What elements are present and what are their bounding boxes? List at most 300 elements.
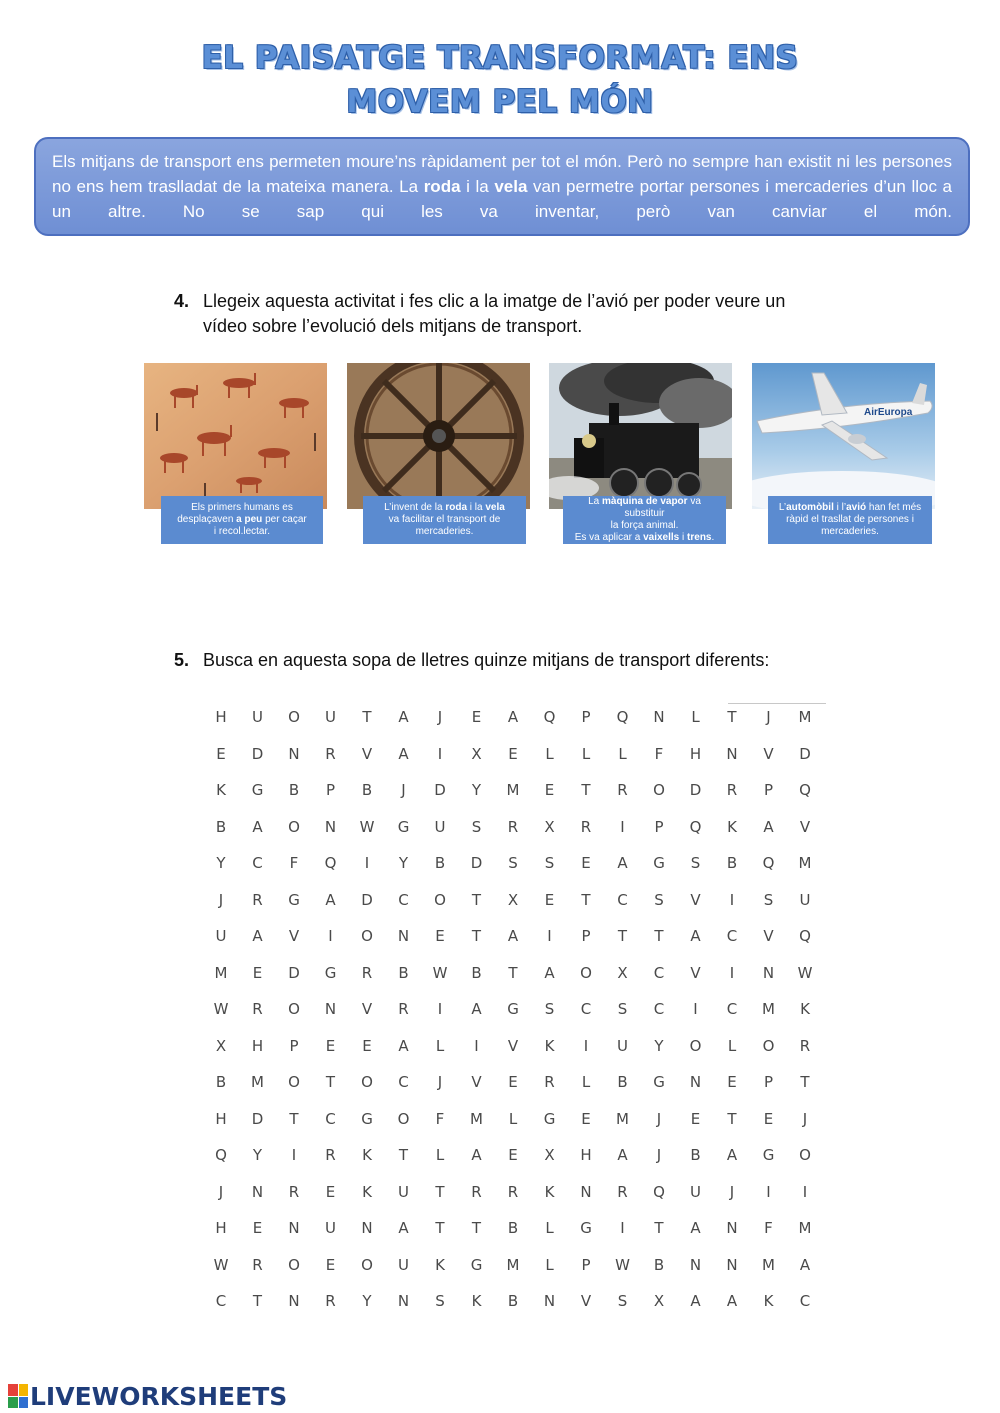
word-search-letter[interactable]: K (216, 781, 226, 799)
word-search-letter[interactable]: U (398, 1255, 409, 1274)
word-search-letter[interactable]: C (799, 1292, 811, 1310)
word-search-letter[interactable]: X (471, 744, 482, 763)
word-search-letter[interactable]: C (726, 1000, 738, 1018)
word-search-letter[interactable]: M (798, 854, 812, 872)
word-search-letter[interactable]: R (252, 890, 263, 909)
word-search-letter[interactable]: O (799, 1146, 811, 1164)
word-search-letter[interactable]: A (507, 708, 519, 726)
word-search-letter[interactable]: S (435, 1292, 445, 1310)
word-search-letter[interactable]: K (800, 1000, 810, 1018)
word-search-letter[interactable]: V (690, 890, 701, 909)
word-search-letter[interactable]: Q (215, 1146, 227, 1164)
word-search-letter[interactable]: N (689, 1073, 702, 1091)
word-search-letter[interactable]: V (763, 744, 774, 763)
word-search-letter[interactable]: T (581, 781, 591, 799)
word-search-letter[interactable]: O (434, 890, 446, 909)
word-search-letter[interactable]: R (471, 1182, 482, 1201)
word-search-letter[interactable]: L (435, 1036, 445, 1055)
word-search-letter[interactable]: K (763, 1292, 774, 1310)
word-search-letter[interactable]: V (799, 817, 811, 836)
word-search-letter[interactable]: I (620, 817, 625, 836)
word-search-letter[interactable]: M (251, 1073, 264, 1091)
word-search-letter[interactable]: C (653, 1000, 665, 1018)
word-search-letter[interactable]: S (617, 1292, 628, 1310)
word-search-letter[interactable]: I (802, 1182, 808, 1201)
word-search-letter[interactable]: V (580, 1292, 592, 1310)
word-search-letter[interactable]: E (581, 854, 591, 872)
airplane-image[interactable] (752, 363, 935, 509)
word-search-letter[interactable]: B (690, 1146, 701, 1164)
word-search-letter[interactable]: S (654, 890, 664, 909)
word-search-letter[interactable]: T (471, 1219, 482, 1237)
word-search-letter[interactable]: O (288, 817, 300, 836)
word-search-letter[interactable]: C (325, 1109, 336, 1128)
word-search-letter[interactable]: Q (799, 781, 811, 799)
word-search-letter[interactable]: C (580, 1000, 592, 1018)
word-search-letter[interactable]: L (581, 1073, 591, 1091)
word-search-letter[interactable]: I (328, 927, 333, 945)
word-search-letter[interactable]: M (762, 1255, 775, 1274)
word-search-letter[interactable]: Y (216, 854, 226, 872)
word-search-letter[interactable]: S (544, 854, 555, 872)
word-search-letter[interactable]: V (471, 1073, 482, 1091)
word-search-letter[interactable]: R (325, 744, 336, 763)
word-search-letter[interactable]: C (215, 1292, 227, 1310)
word-search-letter[interactable]: I (766, 1182, 771, 1201)
word-search-letter[interactable]: U (215, 927, 227, 945)
word-search-letter[interactable]: J (218, 1182, 224, 1201)
word-search-letter[interactable]: B (398, 963, 409, 982)
word-search-letter[interactable]: D (288, 963, 300, 982)
word-search-letter[interactable]: B (215, 817, 227, 836)
word-search-letter[interactable]: C (398, 1073, 409, 1091)
word-search-letter[interactable]: A (398, 708, 409, 726)
word-search-letter[interactable]: C (252, 854, 263, 872)
word-search-letter[interactable]: R (325, 1292, 336, 1310)
word-search-letter[interactable]: T (252, 1292, 263, 1310)
word-search-letter[interactable]: J (766, 708, 771, 726)
word-search-letter[interactable]: T (727, 708, 737, 726)
word-search-letter[interactable]: G (470, 1255, 483, 1274)
word-search-letter[interactable]: E (216, 744, 226, 763)
word-search-letter[interactable]: X (544, 817, 555, 836)
word-search-row (203, 1065, 823, 1101)
word-search-letter[interactable]: T (654, 1219, 664, 1237)
word-search-letter[interactable]: B (507, 1219, 519, 1237)
question-4-text (203, 289, 785, 339)
word-search-letter[interactable]: I (291, 1146, 297, 1164)
word-search-letter[interactable]: K (362, 1182, 372, 1201)
word-search-letter[interactable]: N (288, 1292, 300, 1310)
word-search-letter[interactable]: I (547, 927, 552, 945)
word-search-letter[interactable]: H (215, 1219, 227, 1237)
word-search-letter[interactable]: M (798, 708, 812, 726)
word-search-letter[interactable]: O (361, 1255, 373, 1274)
word-search-letter[interactable]: B (471, 963, 482, 982)
word-search-letter[interactable]: E (544, 781, 555, 799)
word-search-letter[interactable]: E (325, 1182, 336, 1201)
word-search-letter[interactable]: Q (689, 817, 702, 836)
word-search-letter[interactable]: T (800, 1073, 810, 1091)
word-search-letter[interactable]: X (507, 890, 519, 909)
train-caption-bold: màquina de vapor (601, 496, 688, 507)
word-search-letter[interactable]: R (252, 1255, 263, 1274)
word-search-letter[interactable]: P (763, 1073, 774, 1091)
word-search-letter[interactable]: B (434, 854, 446, 872)
word-search-letter[interactable]: T (435, 1182, 445, 1201)
word-search-letter[interactable]: U (398, 1182, 409, 1201)
word-search-letter[interactable]: O (762, 1036, 775, 1055)
word-search-letter[interactable]: L (691, 708, 700, 726)
word-search-letter[interactable]: R (617, 1182, 628, 1201)
word-search-letter[interactable]: D (689, 781, 702, 799)
word-search-letter[interactable]: G (397, 817, 410, 836)
word-search-letter[interactable]: Y (654, 1036, 664, 1055)
word-search-letter[interactable]: R (398, 1000, 409, 1018)
word-search-letter[interactable]: W (615, 1255, 630, 1274)
word-search-letter[interactable]: A (617, 1146, 628, 1164)
word-search-letter[interactable]: A (398, 1036, 409, 1055)
word-search-letter[interactable]: V (763, 927, 774, 945)
word-search-letter[interactable]: A (726, 1146, 738, 1164)
word-search-letter[interactable]: T (727, 1109, 737, 1128)
word-search-letter[interactable]: I (729, 963, 735, 982)
word-search-letter[interactable]: N (397, 927, 410, 945)
word-search-letter[interactable]: L (508, 1109, 518, 1128)
word-search-letter[interactable]: B (617, 1073, 628, 1091)
word-search-letter[interactable]: D (799, 744, 811, 763)
word-search-letter[interactable]: A (471, 1000, 482, 1018)
word-search-letter[interactable]: C (398, 890, 409, 909)
word-search-letter[interactable]: L (545, 1255, 554, 1274)
word-search-letter[interactable]: N (361, 1219, 373, 1237)
word-search-letter[interactable]: S (690, 854, 701, 872)
word-search-letter[interactable]: X (544, 1146, 555, 1164)
word-search-letter[interactable]: N (726, 1219, 738, 1237)
word-search-letter[interactable]: Q (653, 1182, 665, 1201)
word-search-letter[interactable]: J (729, 1182, 735, 1201)
word-search-letter[interactable]: P (581, 708, 591, 726)
word-search-letter[interactable]: S (544, 1000, 555, 1018)
word-search-letter[interactable]: I (437, 1000, 443, 1018)
word-search-letter[interactable]: O (361, 1073, 373, 1091)
word-search-letter[interactable]: E (508, 1073, 518, 1091)
word-search-letter[interactable]: G (288, 890, 300, 909)
word-search-letter[interactable]: G (762, 1146, 775, 1164)
word-search-letter[interactable]: O (361, 927, 373, 945)
word-search-letter[interactable]: P (325, 781, 336, 799)
word-search-letter[interactable]: R (288, 1182, 300, 1201)
word-search-letter[interactable]: R (361, 963, 373, 982)
word-search-letter[interactable]: K (544, 1182, 555, 1201)
title-line-1: EL PAISATGE TRANSFORMAT: ENS (201, 40, 799, 76)
word-search-letter[interactable]: N (324, 1000, 337, 1018)
word-search-letter[interactable]: D (251, 744, 264, 763)
word-search-letter[interactable]: F (289, 854, 299, 872)
word-search-letter[interactable]: G (324, 963, 337, 982)
word-search-letter[interactable]: W (359, 817, 375, 836)
word-search-letter[interactable]: K (362, 1146, 372, 1164)
word-search-letter[interactable]: I (693, 1000, 698, 1018)
word-search-letter[interactable]: R (507, 817, 519, 836)
word-search-letter[interactable]: T (435, 1219, 445, 1237)
word-search-letter[interactable]: C (617, 890, 628, 909)
word-search-letter[interactable]: V (361, 1000, 373, 1018)
word-search-letter[interactable]: A (617, 854, 628, 872)
word-search-letter[interactable]: T (471, 890, 482, 909)
plane-caption-text-c: i l’ (833, 502, 847, 513)
word-search-letter[interactable]: X (653, 1292, 665, 1310)
intro-text-1: Els mitjans de transport ens permeten moure’ns ràpidament per tot el món. Però no sempre han existit ni les persones no ens hem traslladat de la mateixa manera. La (52, 152, 952, 196)
word-search-letter[interactable]: A (726, 1292, 738, 1310)
word-search-letter[interactable]: G (580, 1219, 592, 1237)
word-search-letter[interactable]: J (656, 1109, 662, 1128)
word-search-letter[interactable]: U (325, 1219, 336, 1237)
word-search-letter[interactable]: P (763, 781, 774, 799)
word-search-letter[interactable]: A (763, 817, 774, 836)
word-search-letter[interactable]: U (617, 1036, 628, 1055)
word-search-letter[interactable]: U (690, 1182, 701, 1201)
word-search-letter[interactable]: R (580, 817, 592, 836)
question-4-number: 4. (174, 291, 190, 311)
word-search-letter[interactable]: V (507, 1036, 519, 1055)
word-search-letter[interactable]: I (364, 854, 370, 872)
word-search-letter[interactable]: A (507, 927, 519, 945)
word-search-letter[interactable]: Q (762, 854, 775, 872)
word-search-letter[interactable]: M (798, 1219, 812, 1237)
word-search-letter[interactable]: P (581, 1255, 591, 1274)
word-search-letter[interactable]: I (729, 890, 735, 909)
word-search-letter[interactable]: R (617, 781, 628, 799)
word-search-letter[interactable]: K (544, 1036, 555, 1055)
word-search-letter[interactable]: O (288, 708, 300, 726)
word-search-letter[interactable]: E (508, 744, 518, 763)
word-search-letter[interactable]: Y (362, 1292, 372, 1310)
word-search-letter[interactable]: G (361, 1109, 373, 1128)
word-search-letter[interactable]: K (727, 817, 737, 836)
word-search-letter[interactable]: N (288, 744, 300, 763)
word-search-letter[interactable]: T (581, 890, 591, 909)
word-search-letter[interactable]: B (215, 1073, 227, 1091)
word-search-letter[interactable]: N (251, 1182, 264, 1201)
word-search-letter[interactable]: M (470, 1109, 483, 1128)
word-search-letter[interactable]: J (437, 708, 443, 726)
word-search-letter[interactable]: W (797, 963, 813, 982)
word-search-letter[interactable]: C (653, 963, 665, 982)
word-search-letter[interactable]: G (507, 1000, 519, 1018)
word-search-letter[interactable]: E (581, 1109, 591, 1128)
word-search-letter[interactable]: W (213, 1255, 229, 1274)
word-search-letter[interactable]: I (583, 1036, 589, 1055)
word-search-letter[interactable]: N (288, 1219, 300, 1237)
word-search-letter[interactable]: P (654, 817, 664, 836)
word-search-letter[interactable]: O (288, 1255, 300, 1274)
word-search-letter[interactable]: U (325, 708, 336, 726)
word-search-letter[interactable]: V (361, 744, 373, 763)
word-search-letter[interactable]: W (432, 963, 448, 982)
word-search-letter[interactable]: O (580, 963, 592, 982)
word-search-letter[interactable]: T (362, 708, 372, 726)
word-search-letter[interactable]: R (726, 781, 738, 799)
word-search-letter[interactable]: X (617, 963, 628, 982)
word-search-letter[interactable]: T (654, 927, 664, 945)
word-search-letter[interactable]: N (689, 1255, 702, 1274)
word-search-letter[interactable]: L (727, 1036, 737, 1055)
word-search-letter[interactable]: T (471, 927, 482, 945)
word-search-letter[interactable]: L (618, 744, 627, 763)
word-search-letter[interactable]: A (690, 1292, 701, 1310)
word-search-letter[interactable]: J (802, 1109, 808, 1128)
word-search-letter[interactable]: U (252, 708, 263, 726)
word-search-letter[interactable]: N (580, 1182, 592, 1201)
word-search-letter[interactable]: O (653, 781, 665, 799)
word-search-letter[interactable]: S (617, 1000, 628, 1018)
word-search-letter[interactable]: B (726, 854, 738, 872)
word-search-letter[interactable]: P (581, 927, 591, 945)
word-search-letter[interactable]: K (435, 1255, 445, 1274)
word-search-letter[interactable]: Q (616, 708, 629, 726)
word-search-letter[interactable]: G (653, 1073, 665, 1091)
card-airplane[interactable] (752, 363, 935, 537)
word-search-letter[interactable]: B (288, 781, 300, 799)
word-search-letter[interactable]: N (762, 963, 775, 982)
word-search-letter[interactable]: Q (799, 927, 811, 945)
word-search-letter[interactable]: X (215, 1036, 227, 1055)
word-search-letter[interactable]: A (690, 927, 701, 945)
word-search-letter[interactable]: O (689, 1036, 702, 1055)
word-search-letter[interactable]: H (251, 1036, 264, 1055)
word-search-letter[interactable]: H (580, 1146, 592, 1164)
word-search-letter[interactable]: B (653, 1255, 665, 1274)
word-search-letter[interactable]: E (544, 890, 555, 909)
word-search-letter[interactable]: E (763, 1109, 774, 1128)
word-search-letter[interactable]: A (799, 1255, 811, 1274)
word-search-letter[interactable]: D (434, 781, 446, 799)
word-search-letter[interactable]: L (581, 744, 591, 763)
word-search-letter[interactable]: V (288, 927, 300, 945)
word-search-letter[interactable]: Y (398, 854, 409, 872)
word-search-letter[interactable]: T (289, 1109, 299, 1128)
word-search-letter[interactable]: E (471, 708, 482, 726)
word-search-letter[interactable]: E (727, 1073, 737, 1091)
word-search-letter[interactable]: A (690, 1219, 701, 1237)
word-search-row (203, 883, 823, 919)
word-search-letter[interactable]: Y (471, 781, 482, 799)
word-search-letter[interactable]: T (508, 963, 518, 982)
word-search-letter[interactable]: U (799, 890, 811, 909)
word-search-letter[interactable]: B (361, 781, 373, 799)
word-search-letter[interactable]: G (653, 854, 665, 872)
word-search-letter[interactable]: P (289, 1036, 299, 1055)
word-search-letter[interactable]: D (361, 890, 373, 909)
word-search-letter[interactable]: J (656, 1146, 662, 1164)
word-search-letter[interactable]: T (617, 927, 628, 945)
card-cave-caption (161, 496, 323, 544)
word-search-letter[interactable]: A (544, 963, 555, 982)
word-search-letter[interactable]: W (213, 1000, 229, 1018)
word-search-letter[interactable]: S (508, 854, 518, 872)
word-search-letter[interactable]: S (471, 817, 482, 836)
word-search-letter[interactable]: N (726, 744, 738, 763)
word-search-letter[interactable]: F (435, 1109, 445, 1128)
word-search-letter[interactable]: L (545, 1219, 554, 1237)
word-search-letter[interactable]: V (690, 963, 701, 982)
word-search-letter[interactable]: O (288, 1073, 300, 1091)
word-search-letter[interactable]: H (215, 708, 227, 726)
word-search-letter[interactable]: M (616, 1109, 629, 1128)
word-search-letter[interactable]: I (620, 1219, 625, 1237)
word-search-letter[interactable]: M (214, 963, 228, 982)
word-search-letter[interactable]: N (726, 1255, 738, 1274)
word-search-letter[interactable]: A (252, 817, 263, 836)
word-search-letter[interactable]: A (471, 1146, 482, 1164)
word-search-letter[interactable]: Y (252, 1146, 263, 1164)
word-search-letter[interactable]: J (401, 781, 406, 799)
word-search-letter[interactable]: F (764, 1219, 773, 1237)
word-search-letter[interactable]: G (543, 1109, 556, 1128)
word-search-letter[interactable]: Q (324, 854, 337, 872)
word-search-letter[interactable]: M (762, 1000, 775, 1018)
word-search-letter[interactable]: M (506, 1255, 520, 1274)
word-search-letter[interactable]: J (437, 1073, 443, 1091)
word-search-letter[interactable]: H (689, 744, 702, 763)
word-search-letter[interactable]: Q (543, 708, 556, 726)
word-search-letter[interactable]: A (398, 1219, 409, 1237)
word-search-letter[interactable]: N (543, 1292, 556, 1310)
word-search-letter[interactable]: O (397, 1109, 410, 1128)
word-search-letter[interactable]: L (545, 744, 554, 763)
word-search-letter[interactable]: F (654, 744, 664, 763)
word-search-letter[interactable]: A (325, 890, 336, 909)
word-search-letter[interactable]: G (251, 781, 264, 799)
word-search-letter[interactable]: E (325, 1036, 336, 1055)
word-search-letter[interactable]: T (398, 1146, 409, 1164)
word-search-letter[interactable]: J (218, 890, 224, 909)
word-search-letter[interactable]: R (325, 1146, 336, 1164)
word-search-letter[interactable]: D (251, 1109, 264, 1128)
word-search-letter[interactable]: R (544, 1073, 555, 1091)
word-search-letter[interactable]: R (799, 1036, 811, 1055)
word-search-letter[interactable]: U (434, 817, 446, 836)
word-search-letter[interactable]: E (508, 1146, 518, 1164)
word-search-letter[interactable]: T (325, 1073, 336, 1091)
word-search-letter[interactable]: N (397, 1292, 410, 1310)
word-search-letter[interactable]: R (507, 1182, 519, 1201)
word-search-letter[interactable]: E (325, 1255, 336, 1274)
word-search-letter[interactable]: E (252, 1219, 263, 1237)
word-search-letter[interactable]: S (763, 890, 774, 909)
word-search-letter[interactable]: D (470, 854, 483, 872)
word-search-letter[interactable]: I (474, 1036, 479, 1055)
word-search-letter[interactable]: N (324, 817, 337, 836)
word-search-letter[interactable]: N (653, 708, 665, 726)
word-search-letter[interactable]: E (690, 1109, 701, 1128)
word-search-letter[interactable]: E (362, 1036, 372, 1055)
word-search-letter[interactable]: K (471, 1292, 482, 1310)
word-search-letter[interactable]: H (215, 1109, 227, 1128)
word-search-letter[interactable]: E (435, 927, 445, 945)
word-search-letter[interactable]: C (726, 927, 738, 945)
word-search-letter[interactable]: A (398, 744, 409, 763)
word-search-letter[interactable]: E (252, 963, 263, 982)
word-search-letter[interactable]: L (435, 1146, 445, 1164)
word-search-letter[interactable]: A (252, 927, 263, 945)
word-search-letter[interactable]: M (506, 781, 520, 799)
word-search-letter[interactable]: R (252, 1000, 263, 1018)
word-search-letter[interactable]: O (288, 1000, 300, 1018)
word-search-letter[interactable]: B (507, 1292, 519, 1310)
word-search-letter[interactable]: I (437, 744, 443, 763)
